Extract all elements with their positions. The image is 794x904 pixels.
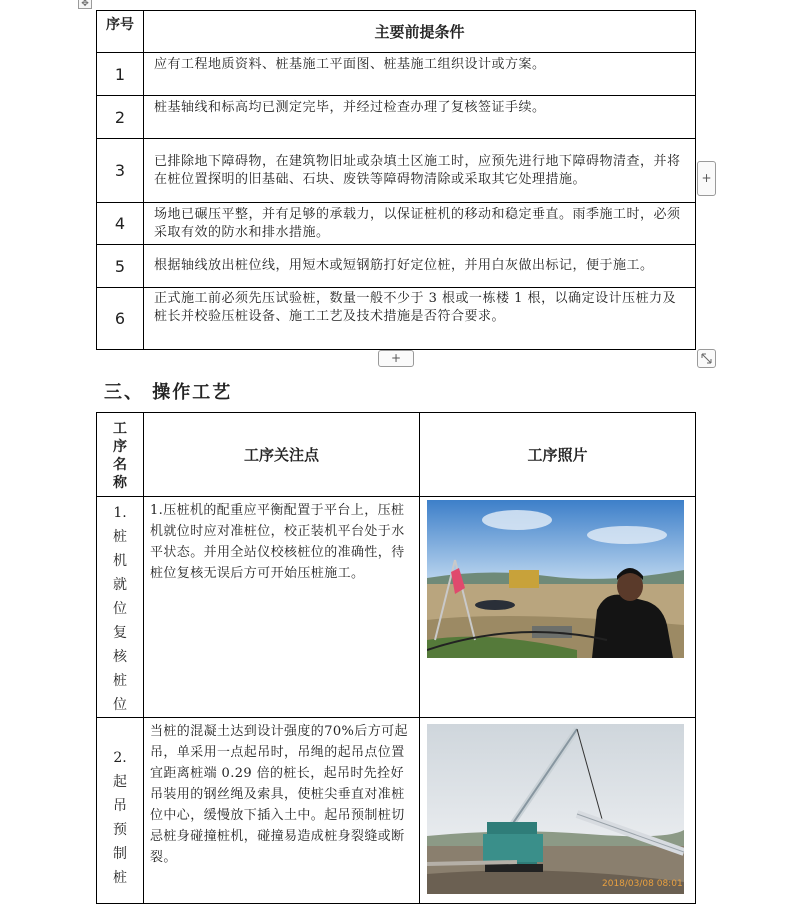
condition-text: 场地已碾压平整，并有足够的承载力，以保证桩机的移动和稳定垂直。雨季施工时，必须采取有效的防水和排水措施。: [144, 203, 696, 245]
condition-text: 桩基轴线和标高均已测定完毕，并经过检查办理了复核签证手续。: [144, 96, 696, 139]
condition-text: 根据轴线放出桩位线，用短木或短钢筋打好定位桩，并用白灰做出标记，便于施工。: [144, 245, 696, 288]
table-header-row: [97, 413, 696, 497]
process-points-text: 1.压桩机的配重应平衡配置于平台上，压桩机就位时应对准桩位，校正装机平台处于水平状态。并用全站仪校核桩位的准确性，待桩位复核无误后方可开始压桩施工。: [144, 497, 420, 718]
add-row-button[interactable]: +: [378, 350, 414, 367]
process-table: [96, 412, 696, 904]
process-photo-cell: [420, 718, 696, 904]
process-photo-cell: [420, 497, 696, 718]
row-number: 6: [97, 288, 144, 350]
table-move-handle[interactable]: ✥: [78, 0, 92, 9]
process-name-cell: [97, 718, 144, 904]
table-row: [97, 497, 696, 718]
table-row: [97, 203, 696, 245]
table-row: [97, 139, 696, 203]
table-row: [97, 718, 696, 904]
table-row: [97, 245, 696, 288]
row-number: 5: [97, 245, 144, 288]
table-resize-icon[interactable]: [697, 349, 716, 368]
table-row: [97, 288, 696, 350]
table-header-row: [97, 11, 696, 53]
header-main-conditions: 主要前提条件: [144, 11, 696, 53]
header-process-points: 工序关注点: [144, 413, 420, 497]
process-points-text: 当桩的混凝土达到设计强度的70%后方可起吊，单采用一点起吊时，吊绳的起吊点位置宜距离桩端 0.29 倍的桩长，起吊时先拴好吊装用的钢丝绳及索具，使桩尖垂直对准桩位中心，缓慢放下插入土中。起吊预制桩切忌桩身碰撞桩机，碰撞易造成桩身裂缝或断裂。: [144, 718, 420, 904]
row-number: 4: [97, 203, 144, 245]
row-number: 3: [97, 139, 144, 203]
pile-lifting-photo: [427, 724, 684, 894]
header-serial-number: 序号: [97, 11, 144, 53]
table-row: [97, 96, 696, 139]
process-name: 1.桩机就位复核桩位: [113, 505, 127, 713]
header-process-name: [97, 413, 144, 497]
row-number: 2: [97, 96, 144, 139]
table-row: [97, 53, 696, 96]
condition-text: 应有工程地质资料、桩基施工平面图、桩基施工组织设计或方案。: [144, 53, 696, 96]
process-name: 2.起吊预制桩: [113, 750, 127, 886]
section-title: 三、 操作工艺: [104, 382, 233, 403]
row-number: 1: [97, 53, 144, 96]
condition-text: 正式施工前必须先压试验桩，数量一般不少于 3 根或一栋楼 1 根，以确定设计压桩力及桩长并校验压桩设备、施工工艺及技术措施是否符合要求。: [144, 288, 696, 350]
conditions-table: [96, 10, 696, 350]
pile-positioning-photo: [427, 500, 684, 658]
header-process-name-text: 工序名称: [113, 420, 127, 491]
process-name-cell: [97, 497, 144, 718]
add-column-button[interactable]: +: [697, 161, 716, 196]
header-process-photo: 工序照片: [420, 413, 696, 497]
condition-text: 已排除地下障碍物，在建筑物旧址或杂填土区施工时，应预先进行地下障碍物清查，并将在桩位置探明的旧基础、石块、废铁等障碍物清除或采取其它处理措施。: [144, 139, 696, 203]
photo-timestamp: 2018/03/08 08:01: [602, 879, 683, 889]
resize-arrows-icon: [698, 350, 715, 367]
